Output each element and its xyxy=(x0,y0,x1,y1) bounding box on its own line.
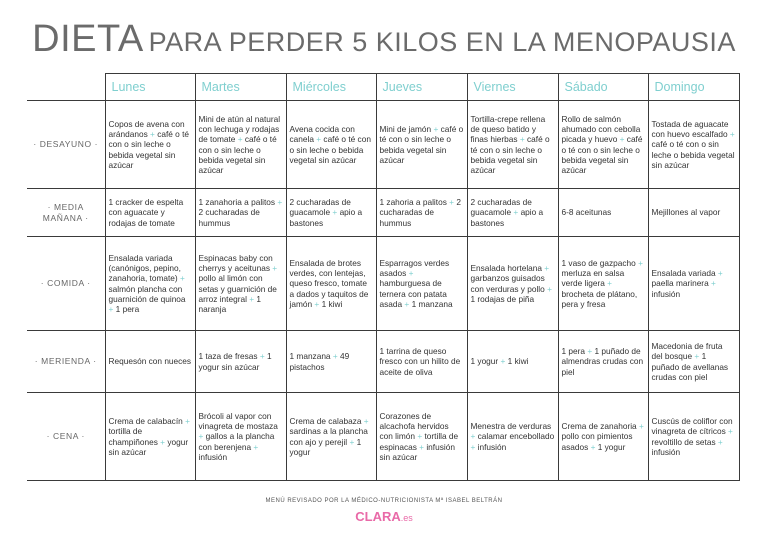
meal-label: · DESAYUNO · xyxy=(27,101,105,189)
meal-cell xyxy=(648,331,739,393)
meal-cell xyxy=(558,189,648,237)
meal-label: · MERIENDA · xyxy=(27,331,105,393)
meal-cell xyxy=(558,101,648,189)
plus-separator: + xyxy=(542,263,550,274)
title-main: DIETA xyxy=(32,18,144,60)
plus-separator: + xyxy=(585,346,595,357)
meal-item: infusión sin azúcar xyxy=(379,441,455,462)
meal-item: 1 yogur xyxy=(289,436,362,457)
meal-cell xyxy=(286,237,376,331)
meal-item: salmón plancha con guarnición de quinoa xyxy=(108,283,186,304)
plus-separator: + xyxy=(108,303,116,314)
meal-cell xyxy=(195,393,286,481)
meal-cell xyxy=(558,331,648,393)
meal-cell xyxy=(648,101,739,189)
meal-item: 49 pistachos xyxy=(289,351,350,372)
meal-item: tortilla de espinacas xyxy=(379,431,459,452)
meal-item: Ensalada variada xyxy=(651,268,716,279)
meal-item: Ensalada de brotes verdes, con lentejas, queso fresco, tomate a dados y taquitos de jamón xyxy=(289,257,369,309)
meal-cell xyxy=(558,237,648,331)
logo-suffix: .es xyxy=(400,513,413,523)
meal-cell xyxy=(105,393,195,481)
plus-separator: + xyxy=(715,436,723,447)
meal-cell xyxy=(376,237,467,331)
meal-item: Ensalada variada (canónigos, pepino, zanahoria, tomate) xyxy=(108,252,181,284)
meal-item: gallos a la plancha con berenjena xyxy=(198,431,275,452)
meal-item: Menestra de verduras xyxy=(470,421,552,432)
meal-item: 1 manzana xyxy=(289,351,331,362)
meal-item: pollo con pimientos asados xyxy=(561,431,633,452)
meal-item: infusión xyxy=(651,446,681,457)
meal-cell xyxy=(467,101,558,189)
meal-item: Espinacas baby con cherrys y aceitunas xyxy=(198,252,273,274)
plus-separator: + xyxy=(157,436,168,447)
meal-item: Cuscús de coliflor con vinagreta de cítricos xyxy=(651,416,733,437)
meal-item: 1 taza de fresas xyxy=(198,351,258,362)
meal-item: sardinas a la plancha con ajo y perejil xyxy=(289,426,368,447)
day-header: Lunes xyxy=(105,74,195,101)
plus-separator: + xyxy=(182,416,190,427)
plus-separator: + xyxy=(246,293,257,304)
meal-cell xyxy=(558,393,648,481)
plus-separator: + xyxy=(347,436,357,447)
meal-item: Crema de calabaza xyxy=(289,416,362,427)
meal-item: café o té con o sin leche o bebida vegetal sin azúcar xyxy=(470,134,550,175)
plus-separator: + xyxy=(257,351,268,362)
meal-item: 1 rodajas de piña xyxy=(470,293,535,304)
meal-item: Corazones de alcachofa hervidos con limón xyxy=(379,410,449,442)
meal-item: 1 cracker de espelta con aguacate y rodajas de tomate xyxy=(108,197,184,228)
meal-item: garbanzos guisados con verduras y pollo xyxy=(470,273,545,294)
meal-item: 1 pera xyxy=(561,346,586,357)
title-sub: PARA PERDER 5 KILOS EN LA MENOPAUSIA xyxy=(148,27,736,57)
plus-separator: + xyxy=(727,129,735,140)
plus-separator: + xyxy=(470,441,478,452)
plus-separator: + xyxy=(604,278,613,289)
meal-label: · COMIDA · xyxy=(27,237,105,331)
plus-separator: + xyxy=(416,441,427,452)
plus-separator: + xyxy=(544,283,552,294)
plus-separator: + xyxy=(361,416,369,427)
meal-item: brocheta de plátano, pera y fresa xyxy=(561,288,638,309)
meal-item: 2 cucharadas de guacamole xyxy=(470,197,532,218)
plus-separator: + xyxy=(313,134,324,145)
plus-separator: + xyxy=(692,351,702,362)
meal-item: infusión xyxy=(477,441,507,452)
meal-cell xyxy=(376,101,467,189)
meal-item: pollo al limón con setas y guarnición de arroz integral xyxy=(198,273,277,304)
meal-cell xyxy=(195,189,286,237)
table-row xyxy=(27,101,739,189)
meal-item: Crema de calabacín xyxy=(108,416,183,427)
day-header: Martes xyxy=(195,74,286,101)
meal-cell xyxy=(286,101,376,189)
meal-cell xyxy=(286,331,376,393)
meal-cell xyxy=(648,393,739,481)
meal-item: yogur sin azúcar xyxy=(108,436,189,457)
day-header: Sábado xyxy=(558,74,648,101)
meal-item: hamburguesa de ternera con patata asada xyxy=(379,278,447,309)
meal-item: 1 naranja xyxy=(198,293,262,314)
footer-note: MENÚ REVISADO POR LA MÉDICO-NUTRICIONISTA Mª ISABEL BELTRÁN xyxy=(265,498,503,504)
meal-label: · CENA · xyxy=(27,393,105,481)
day-header: Jueves xyxy=(376,74,467,101)
meal-cell xyxy=(286,189,376,237)
meal-item: infusión xyxy=(198,451,228,462)
meal-rows xyxy=(27,101,739,481)
plus-separator: + xyxy=(715,268,723,279)
meal-item: Tortilla-crepe rellena de queso batido y finas hierbas xyxy=(470,113,546,145)
table-row xyxy=(27,393,739,481)
meal-cell xyxy=(376,189,467,237)
plus-separator: + xyxy=(402,298,412,309)
meal-item: 6-8 aceitunas xyxy=(561,207,612,218)
meal-item: apio a bastones xyxy=(289,207,363,228)
meal-item: Requesón con nueces xyxy=(108,356,192,367)
plus-separator: + xyxy=(330,351,341,362)
table-row xyxy=(27,237,739,331)
plus-separator: + xyxy=(431,124,441,135)
meal-item: café o té con o sin leche o bebida vegetal sin azúcar xyxy=(651,139,735,170)
plus-separator: + xyxy=(498,356,508,367)
meal-item: infusión xyxy=(651,288,681,299)
day-header: Domingo xyxy=(648,74,739,101)
meal-item: calamar encebollado xyxy=(477,431,555,442)
meal-item: 1 kiwi xyxy=(507,356,529,367)
meal-item: 2 cucharadas de hummus xyxy=(198,207,260,228)
meal-item: Esparragos verdes asados xyxy=(379,257,450,279)
meal-cell xyxy=(105,331,195,393)
plus-separator: + xyxy=(708,278,716,289)
meal-item: 1 pera xyxy=(115,303,140,314)
logo-name: CLARA xyxy=(355,509,401,524)
meal-cell xyxy=(195,101,286,189)
meal-item: 2 cucharadas de hummus xyxy=(379,197,461,228)
plus-separator: + xyxy=(235,134,245,145)
meal-cell xyxy=(286,393,376,481)
plus-separator: + xyxy=(406,268,414,279)
diet-table xyxy=(27,73,740,481)
plus-separator: + xyxy=(269,263,278,274)
meal-label: · MEDIA MAÑANA · xyxy=(27,189,105,237)
meal-item: 1 zahoria a palitos xyxy=(379,197,447,208)
meal-item: café o té con o sin leche o bebida vegetal sin azúcar xyxy=(289,134,371,165)
plus-separator: + xyxy=(617,134,627,145)
plus-separator: + xyxy=(312,298,322,309)
meal-cell xyxy=(467,331,558,393)
meal-item: café o té con o sin leche o bebida vegetal sin azúcar xyxy=(108,129,190,170)
meal-item: 1 puñado de almendras crudas con piel xyxy=(561,346,644,377)
meal-item: apio a bastones xyxy=(470,207,544,228)
meal-cell xyxy=(467,189,558,237)
meal-cell xyxy=(195,237,286,331)
header-row xyxy=(27,74,739,101)
meal-cell xyxy=(467,393,558,481)
plus-separator: + xyxy=(415,431,425,442)
plus-separator: + xyxy=(251,441,259,452)
meal-item: Rollo de salmón ahumado con cebolla picada y huevo xyxy=(561,113,641,145)
plus-separator: + xyxy=(446,197,457,208)
meal-item: revoltillo de setas xyxy=(651,436,716,447)
plus-separator: + xyxy=(275,197,283,208)
meal-item: 2 cucharadas de guacamole xyxy=(289,197,351,218)
table-row xyxy=(27,189,739,237)
meal-cell xyxy=(195,331,286,393)
meal-cell xyxy=(467,237,558,331)
meal-item: 1 zanahoria a palitos xyxy=(198,197,276,208)
meal-item: 1 yogur xyxy=(470,356,499,367)
day-header: Miércoles xyxy=(286,74,376,101)
plus-separator: + xyxy=(198,431,206,442)
meal-cell xyxy=(105,237,195,331)
plus-separator: + xyxy=(517,134,528,145)
plus-separator: + xyxy=(147,129,158,140)
meal-cell xyxy=(648,189,739,237)
plus-separator: + xyxy=(725,426,733,437)
table-row xyxy=(27,331,739,393)
clara-logo xyxy=(0,509,768,524)
meal-item: Ensalada hortelana xyxy=(470,263,542,274)
plus-separator: + xyxy=(635,257,643,268)
plus-separator: + xyxy=(636,421,644,432)
plus-separator: + xyxy=(470,431,478,442)
meal-item: café o té con o sin leche o bebida vegetal sin azúcar xyxy=(198,134,277,175)
meal-item: Copos de avena con arándanos xyxy=(108,118,185,140)
day-header: Viernes xyxy=(467,74,558,101)
meal-cell xyxy=(376,393,467,481)
meal-item: café o té con o sin leche o bebida vegetal sin azúcar xyxy=(379,124,464,165)
meal-item: paella marinera xyxy=(651,278,709,289)
corner-cell xyxy=(27,74,105,101)
meal-item: 1 manzana xyxy=(411,298,453,309)
meal-item: Brócoli al vapor con vinagreta de mostaza xyxy=(198,410,278,432)
meal-cell xyxy=(105,101,195,189)
meal-item: Mejillones al vapor xyxy=(651,207,721,218)
meal-item: Mini de atún al natural con lechuga y rodajas de tomate xyxy=(198,113,281,145)
meal-cell xyxy=(648,237,739,331)
meal-item: tortilla de champiñones xyxy=(108,426,158,447)
meal-item: Mini de jamón xyxy=(379,124,432,135)
meal-item: 1 vaso de gazpacho xyxy=(561,257,636,268)
page-title xyxy=(0,18,768,61)
meal-item: 1 kiwi xyxy=(321,298,343,309)
meal-item: 1 yogur sin azúcar xyxy=(198,351,272,372)
meal-item: Tostada de aguacate con huevo escalfado xyxy=(651,118,729,140)
meal-item: merluza en salsa verde ligera xyxy=(561,268,625,289)
plus-separator: + xyxy=(330,207,340,218)
plus-separator: + xyxy=(588,441,598,452)
meal-item: Macedonia de fruta del bosque xyxy=(651,341,723,362)
plus-separator: + xyxy=(177,273,185,284)
meal-item: 1 yogur xyxy=(597,441,626,452)
meal-item: café o té con o sin leche o bebida vegetal sin azúcar xyxy=(561,134,643,175)
meal-item: Crema de zanahoria xyxy=(561,421,637,432)
meal-cell xyxy=(376,331,467,393)
plus-separator: + xyxy=(511,207,521,218)
meal-cell xyxy=(105,189,195,237)
meal-item: 1 puñado de avellanas crudas con piel xyxy=(651,351,729,382)
meal-item: 1 tarrina de queso fresco con un hilito de aceite de oliva xyxy=(379,346,461,377)
meal-item: Avena cocida con canela xyxy=(289,124,355,145)
